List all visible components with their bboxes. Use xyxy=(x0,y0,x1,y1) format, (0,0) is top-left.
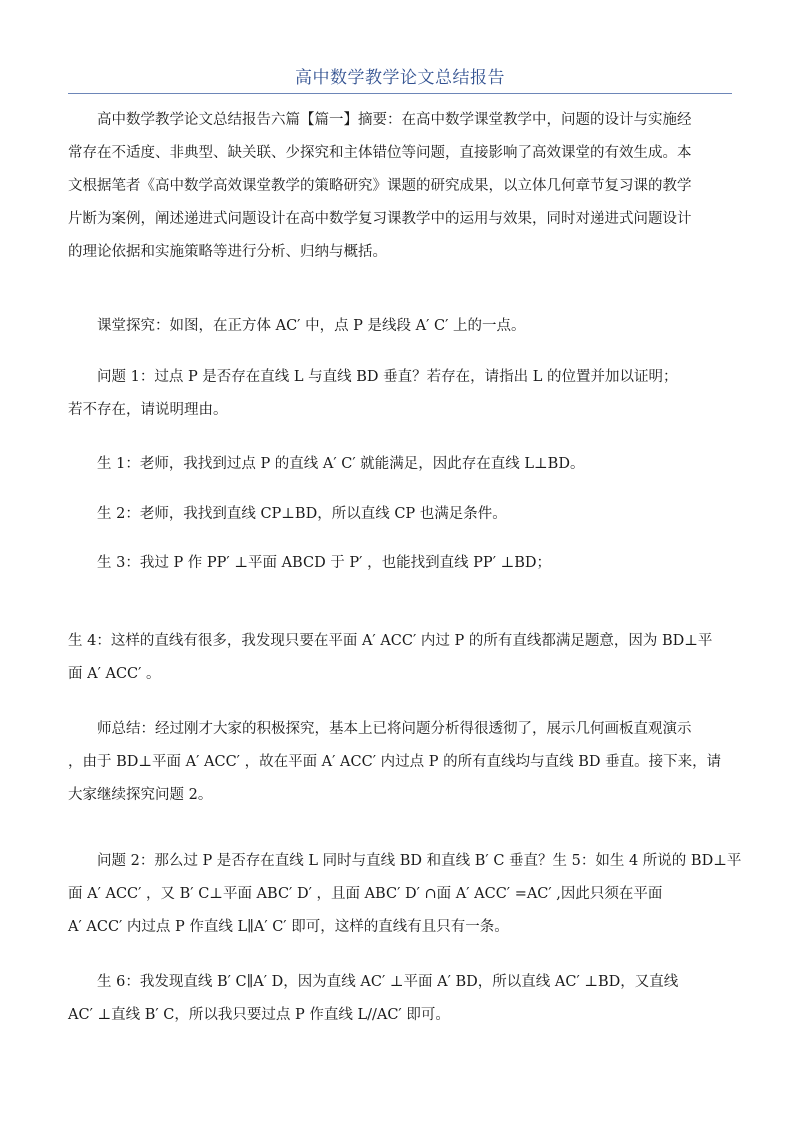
paragraph-student-6 xyxy=(68,966,732,1032)
text-line: 若不存在，请说明理由。 xyxy=(68,402,228,418)
text-line: 问题 2：那么过 P 是否存在直线 L 同时与直线 BD 和直线 B′ C 垂直？生 5：如生 4 所说的 BD⊥平 xyxy=(97,853,742,869)
text-line: 生 1：老师，我找到过点 P 的直线 A′ C′ 就能满足，因此存在直线 L⊥BD。 xyxy=(97,456,585,472)
paragraph-student-1 xyxy=(68,448,732,481)
paragraph-student-2 xyxy=(68,498,732,531)
paragraph-classroom-inquiry xyxy=(68,310,732,343)
text-line: 片断为案例，阐述递进式问题设计在高中数学复习课教学中的运用与效果，同时对递进式问题设计 xyxy=(68,211,692,227)
text-line: 生 4：这样的直线有很多，我发现只要在平面 A′ ACC′ 内过 P 的所有直线都满足题意，因为 BD⊥平 xyxy=(68,633,713,649)
text-line: 生 6：我发现直线 B′ C∥A′ D，因为直线 AC′ ⊥平面 A′ BD，所以直线 AC′ ⊥BD，又直线 xyxy=(97,974,679,990)
text-line: A′ ACC′ 内过点 P 作直线 L∥A′ C′ 即可，这样的直线有且只有一条。 xyxy=(68,919,509,935)
page-title: 高中数学教学论文总结报告 xyxy=(295,68,505,88)
paragraph-question-1 xyxy=(68,361,732,427)
paragraph-student-4 xyxy=(68,625,732,691)
text-line: 课堂探究：如图，在正方体 AC′ 中，点 P 是线段 A′ C′ 上的一点。 xyxy=(97,318,526,334)
paragraph-student-3 xyxy=(68,547,732,580)
text-line: 生 3：我过 P 作 PP′ ⊥平面 ABCD 于 P′ ，也能找到直线 PP′ ⊥BD； xyxy=(97,555,552,571)
text-line: 面 A′ ACC′ 。 xyxy=(68,666,161,682)
text-line: ，由于 BD⊥平面 A′ ACC′ ，故在平面 A′ ACC′ 内过点 P 的所有直线均与直线 BD 垂直。接下来，请 xyxy=(68,754,722,770)
text-line: 的理论依据和实施策略等进行分析、归纳与概括。 xyxy=(68,244,387,260)
title-divider xyxy=(68,93,732,94)
text-line: 文根据笔者《高中数学高效课堂教学的策略研究》课题的研究成果，以立体几何章节复习课的教学 xyxy=(68,178,692,194)
text-line: 高中数学教学论文总结报告六篇【篇一】摘要：在高中数学课堂教学中，问题的设计与实施经 xyxy=(97,112,692,128)
text-line: 问题 1：过点 P 是否存在直线 L 与直线 BD 垂直？若存在，请指出 L 的位置并加以证明； xyxy=(97,369,678,385)
text-line: 生 2：老师，我找到直线 CP⊥BD，所以直线 CP 也满足条件。 xyxy=(97,506,507,522)
text-line: 面 A′ ACC′ ，又 B′ C⊥平面 ABC′ D′ ，且面 ABC′ D′ ∩面 A′ ACC′ =AC′ ,因此只须在平面 xyxy=(68,886,663,902)
text-line: 常存在不适度、非典型、缺关联、少探究和主体错位等问题，直接影响了高效课堂的有效生成。本 xyxy=(68,145,692,161)
paragraph-question-2 xyxy=(68,845,742,944)
paragraph-abstract xyxy=(68,104,732,269)
text-line: AC′ ⊥直线 B′ C，所以我只要过点 P 作直线 L//AC′ 即可。 xyxy=(68,1007,450,1023)
text-line: 大家继续探究问题 2。 xyxy=(68,787,213,803)
text-line: 师总结：经过刚才大家的积极探究，基本上已将问题分析得很透彻了，展示几何画板直观演示 xyxy=(97,721,692,737)
paragraph-teacher-summary xyxy=(68,713,732,812)
